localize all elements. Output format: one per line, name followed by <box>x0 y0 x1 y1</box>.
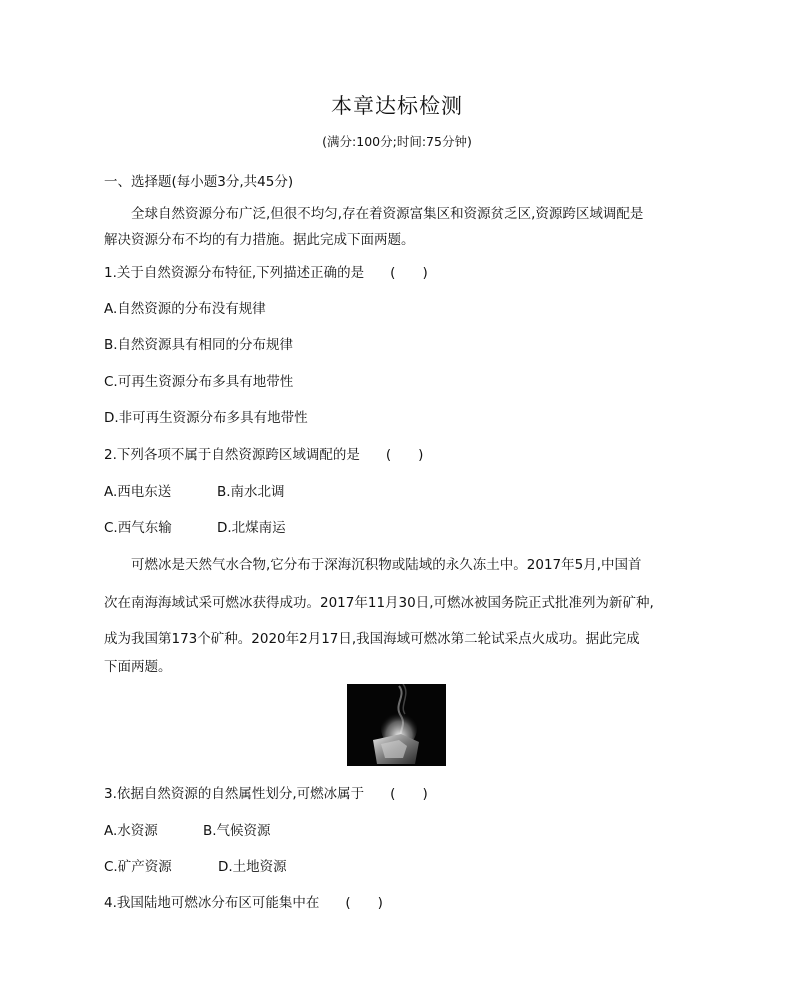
q2-option-b: B.南水北调 <box>217 484 285 500</box>
question-2-stem: 2.下列各项不属于自然资源跨区域调配的是 <box>104 447 360 463</box>
page-title: 本章达标检测 <box>331 94 463 118</box>
question-4 <box>104 891 383 911</box>
q3-option-c: C.矿产资源 <box>104 859 172 875</box>
q1-option-d: D.非可再生资源分布多具有地带性 <box>104 410 308 426</box>
answer-paren: ( ) <box>390 265 428 281</box>
question-4-stem: 4.我国陆地可燃冰分布区可能集中在 <box>104 895 320 911</box>
answer-paren: ( ) <box>390 786 428 802</box>
question-3 <box>104 782 428 802</box>
burning-ice-illustration <box>347 684 446 766</box>
answer-paren: ( ) <box>385 447 424 463</box>
q3-option-b: B.气候资源 <box>203 823 271 839</box>
q3-option-a: A.水资源 <box>104 823 158 839</box>
q1-option-a: A.自然资源的分布没有规律 <box>104 301 266 317</box>
intro1-line1: 全球自然资源分布广泛,但很不均匀,存在着资源富集区和资源贫乏区,资源跨区域调配是 <box>131 206 644 222</box>
q1-option-c: C.可再生资源分布多具有地带性 <box>104 374 294 390</box>
q2-option-c: C.西气东输 <box>104 520 172 536</box>
section-heading: 一、选择题(每小题3分,共45分) <box>104 174 294 190</box>
intro2-line3: 成为我国第173个矿种。2020年2月17日,我国海域可燃冰第二轮试采点火成功。据此完成 <box>104 631 640 647</box>
question-1-stem: 1.关于自然资源分布特征,下列描述正确的是 <box>104 265 365 281</box>
question-3-stem: 3.依据自然资源的自然属性划分,可燃冰属于 <box>104 786 365 802</box>
question-1 <box>104 261 428 281</box>
q2-option-a: A.西电东送 <box>104 484 172 500</box>
q2-option-d: D.北煤南运 <box>217 520 286 536</box>
question-2 <box>104 443 423 463</box>
intro2-line2: 次在南海海域试采可燃冰获得成功。2017年11月30日,可燃冰被国务院正式批准列为新矿种, <box>104 595 654 611</box>
answer-paren: ( ) <box>345 895 383 911</box>
intro1-line2: 解决资源分布不均的有力措施。据此完成下面两题。 <box>104 232 415 248</box>
intro2-line1: 可燃冰是天然气水合物,它分布于深海沉积物或陆域的永久冻土中。2017年5月,中国首 <box>131 557 642 573</box>
intro2-line4: 下面两题。 <box>104 659 172 675</box>
burning-ice-photo <box>347 684 446 766</box>
q3-option-d: D.土地资源 <box>218 859 287 875</box>
q1-option-b: B.自然资源具有相同的分布规律 <box>104 337 294 353</box>
page-subtitle: (满分:100分;时间:75分钟) <box>322 134 472 149</box>
